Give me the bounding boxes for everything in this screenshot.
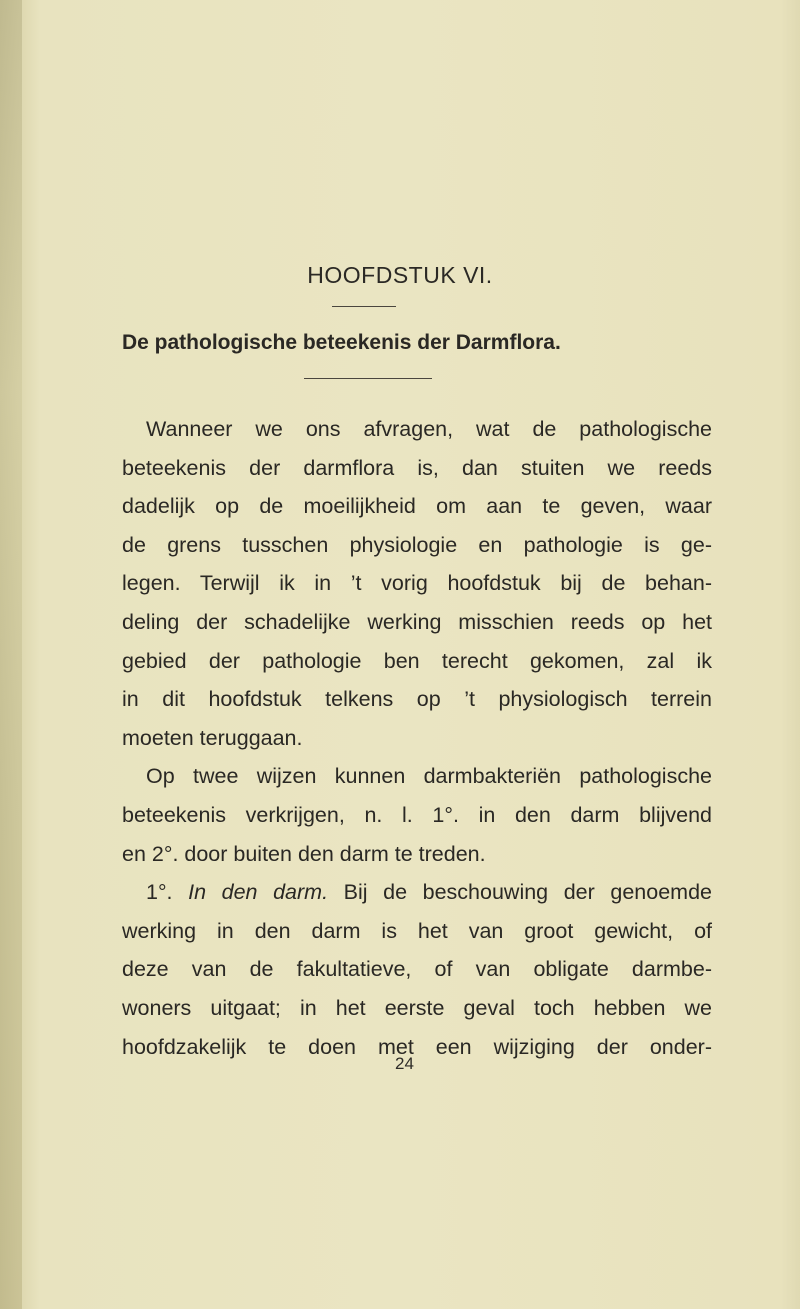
text-line: beteekenis der darmflora is, dan stuiten we reeds (122, 455, 712, 480)
text-line: deling der schadelijke werking misschien reeds op het (122, 609, 712, 634)
text-line: beteekenis verkrijgen, n. l. 1°. in den darm blijvend (122, 802, 712, 827)
para3-italic-heading: In den darm. (188, 880, 329, 905)
page-gutter-shadow (0, 0, 22, 1309)
text-line: gebied der pathologie ben terecht gekomen, zal ik (122, 648, 712, 673)
page-number: 24 (395, 1054, 414, 1073)
chapter-divider-rule (332, 306, 396, 307)
para3-first-rest: Bij de beschouwing der genoemde (343, 880, 712, 905)
chapter-title: HOOFDSTUK VI. (307, 262, 493, 288)
section-divider-rule (304, 378, 432, 379)
body-text (122, 410, 712, 1066)
text-line: hoofdzakelijk te doen met een wijziging der onder- (122, 1034, 712, 1059)
text-line: legen. Terwijl ik in ’t vorig hoofdstuk bij de behan- (122, 571, 712, 596)
text-line: moeten teruggaan. (122, 725, 303, 750)
text-line-para3-first (122, 873, 712, 912)
text-line: werking in den darm is het van groot gewicht, of (122, 918, 712, 943)
text-line: Wanneer we ons afvragen, wat de pathologische (146, 417, 712, 441)
text-line: deze van de fakultatieve, of van obligate darmbe- (122, 957, 712, 982)
section-title: De pathologische beteekenis der Darmflora. (122, 331, 561, 354)
text-line: de grens tusschen physiologie en pathologie is ge- (122, 532, 712, 557)
text-line: en 2°. door buiten den darm te treden. (122, 841, 486, 866)
text-line: woners uitgaat; in het eerste geval toch hebben we (122, 995, 712, 1020)
text-line: Op twee wijzen kunnen darmbakteriën pathologische (146, 764, 712, 789)
para3-number: 1°. (146, 880, 173, 905)
text-line: dadelijk op de moeilijkheid om aan te geven, waar (122, 494, 712, 519)
text-line: in dit hoofdstuk telkens op ’t physiologisch terrein (122, 687, 712, 712)
